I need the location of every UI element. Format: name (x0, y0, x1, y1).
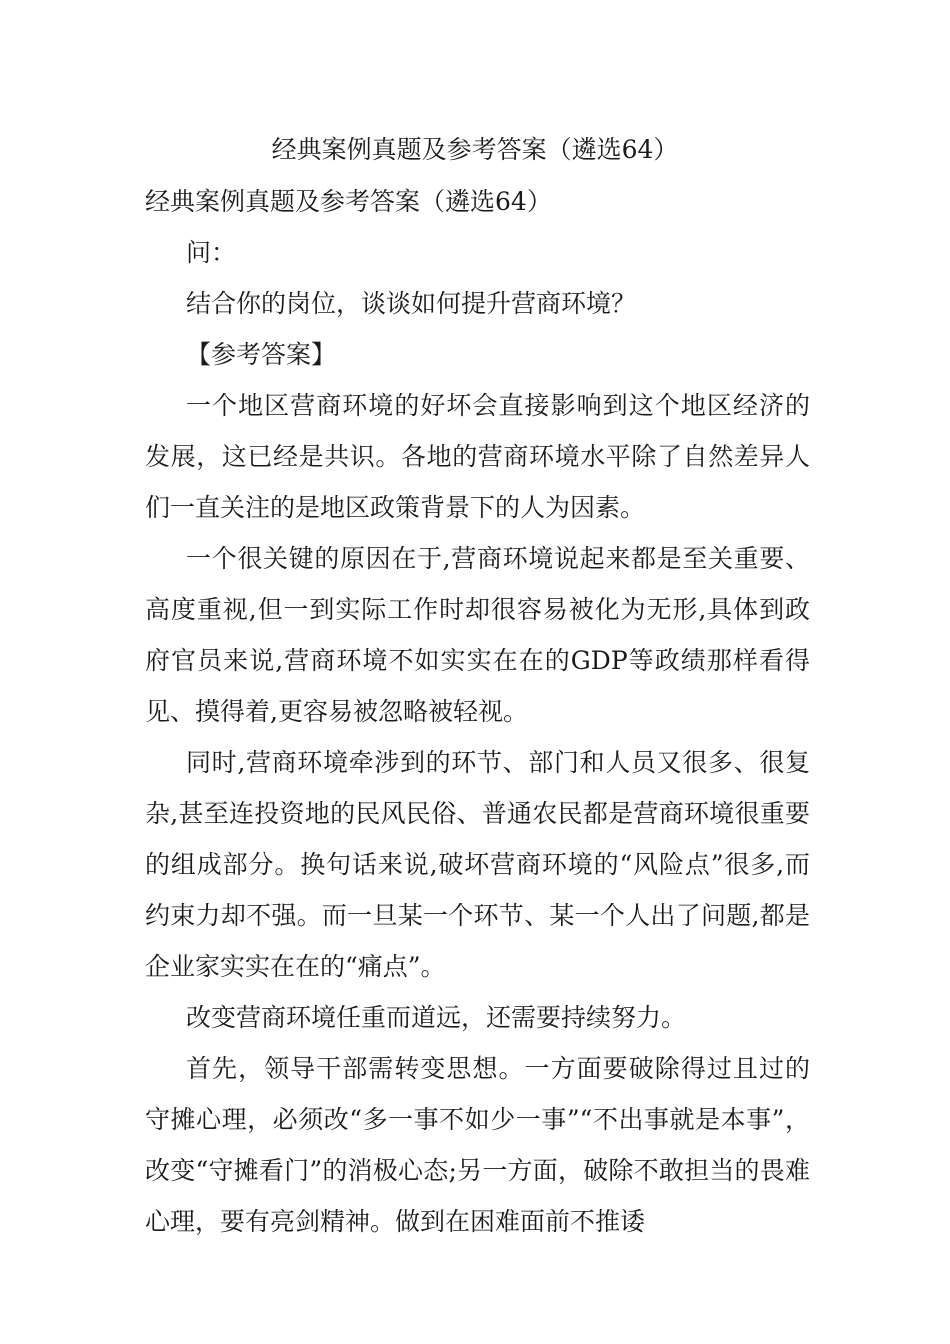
document-title: 经典案例真题及参考答案（遴选64） (271, 135, 679, 164)
document-subtitle: 经典案例真题及参考答案（遴选64） (145, 187, 552, 216)
paragraph: 一个很关键的原因在于,营商环境说起来都是至关重要、高度重视,但一到实际工作时却很容易被化为无形,具体到政府官员来说,营商环境不如实实在在的GDP等政绩那样看得见、摸得着,更容易被忽略被轻视。 (145, 544, 810, 726)
paragraph: 一个地区营商环境的好坏会直接影响到这个地区经济的发展，这已经是共识。各地的营商环境水平除了自然差异人们一直关注的是地区政策背景下的人为因素。 (145, 391, 810, 522)
paragraph: 首先，领导干部需转变思想。一方面要破除得过且过的守摊心理，必须改“多一事不如少一事”“不出事就是本事”，改变“守摊看门”的消极心态;另一方面，破除不敢担当的畏难心理，要有亮剑精神。做到在困难面前不推诿 (145, 1054, 810, 1236)
paragraph: 改变营商环境任重而道远，还需要持续努力。 (186, 1003, 687, 1032)
answer-label: 【参考答案】 (186, 340, 337, 369)
paragraph: 同时,营商环境牵涉到的环节、部门和人员又很多、很复杂,甚至连投资地的民风民俗、普通农民都是营商环境很重要的组成部分。换句话来说,破坏营商环境的“风险点”很多,而约束力却不强。而一旦某一个环节、某一个人出了问题,都是企业家实实在在的“痛点”。 (145, 748, 810, 981)
question-text: 结合你的岗位，谈谈如何提升营商环境？ (186, 289, 637, 318)
question-label: 问： (186, 238, 237, 267)
document-body (145, 176, 810, 1247)
